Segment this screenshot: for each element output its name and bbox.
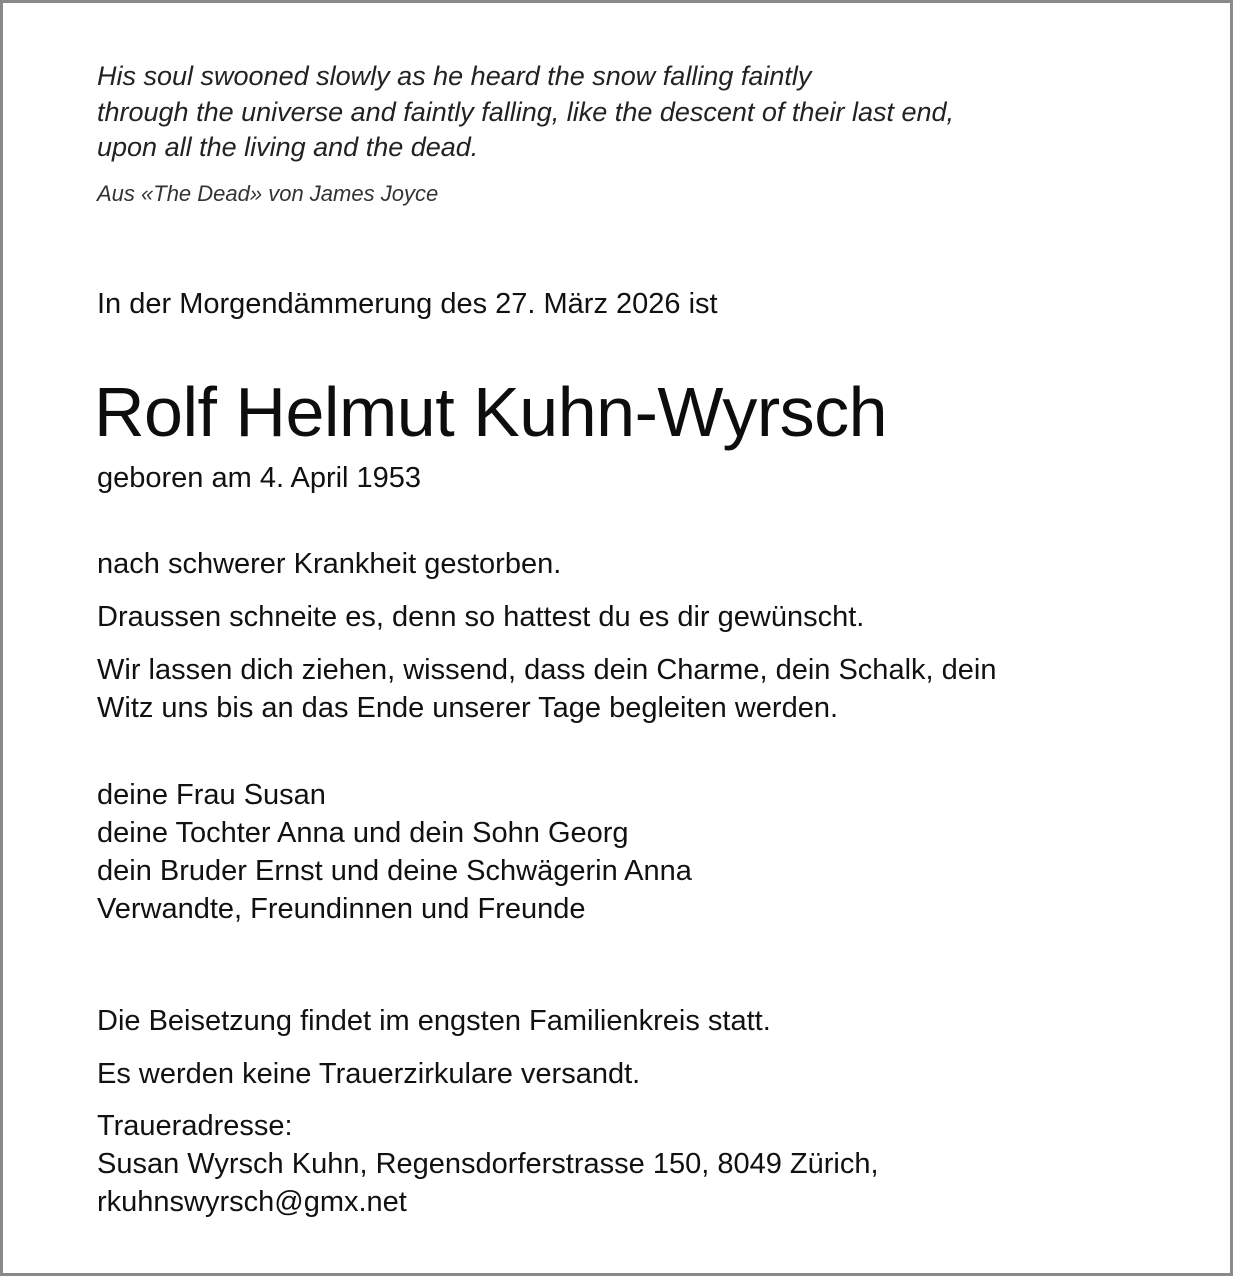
mourner-item: deine Tochter Anna und dein Sohn Georg bbox=[97, 817, 629, 849]
address-label: Traueradresse: bbox=[97, 1110, 293, 1142]
farewell-line: Witz uns bis an das Ende unserer Tage begleiten werden. bbox=[97, 692, 839, 724]
mourner-item: dein Bruder Ernst und deine Schwägerin Anna bbox=[97, 855, 692, 887]
birth-date: geboren am 4. April 1953 bbox=[97, 462, 422, 494]
epigraph-line: His soul swooned slowly as he heard the snow falling faintly bbox=[97, 61, 812, 91]
mourner-item: Verwandte, Freundinnen und Freunde bbox=[97, 893, 586, 925]
epigraph-line: through the universe and faintly falling, like the descent of their last end, bbox=[97, 96, 955, 127]
death-intro: In der Morgendämmerung des 27. März 2026 ist bbox=[97, 288, 718, 320]
mourning-address bbox=[97, 1107, 879, 1221]
mourners-list bbox=[97, 776, 692, 928]
address-text: Susan Wyrsch Kuhn, Regensdorferstrasse 150, 8049 Zürich, bbox=[97, 1148, 879, 1180]
farewell-text bbox=[97, 651, 996, 727]
snow-sentence: Draussen schneite es, denn so hattest du es dir gewünscht. bbox=[97, 601, 865, 633]
deceased-name: Rolf Helmut Kuhn-Wyrsch bbox=[94, 373, 888, 451]
epigraph-line: upon all the living and the dead. bbox=[97, 132, 479, 162]
burial-note: Die Beisetzung findet im engsten Familienkreis statt. bbox=[97, 1005, 771, 1037]
cause-of-death: nach schwerer Krankheit gestorben. bbox=[97, 548, 562, 580]
epigraph-source: Aus «The Dead» von James Joyce bbox=[97, 181, 439, 206]
epigraph-quote bbox=[97, 59, 1177, 166]
mourner-item: deine Frau Susan bbox=[97, 779, 326, 811]
email-address: rkuhnswyrsch@gmx.net bbox=[97, 1186, 407, 1218]
circulars-note: Es werden keine Trauerzirkulare versandt. bbox=[97, 1058, 641, 1090]
farewell-line: Wir lassen dich ziehen, wissend, dass dein Charme, dein Schalk, dein bbox=[97, 654, 997, 686]
